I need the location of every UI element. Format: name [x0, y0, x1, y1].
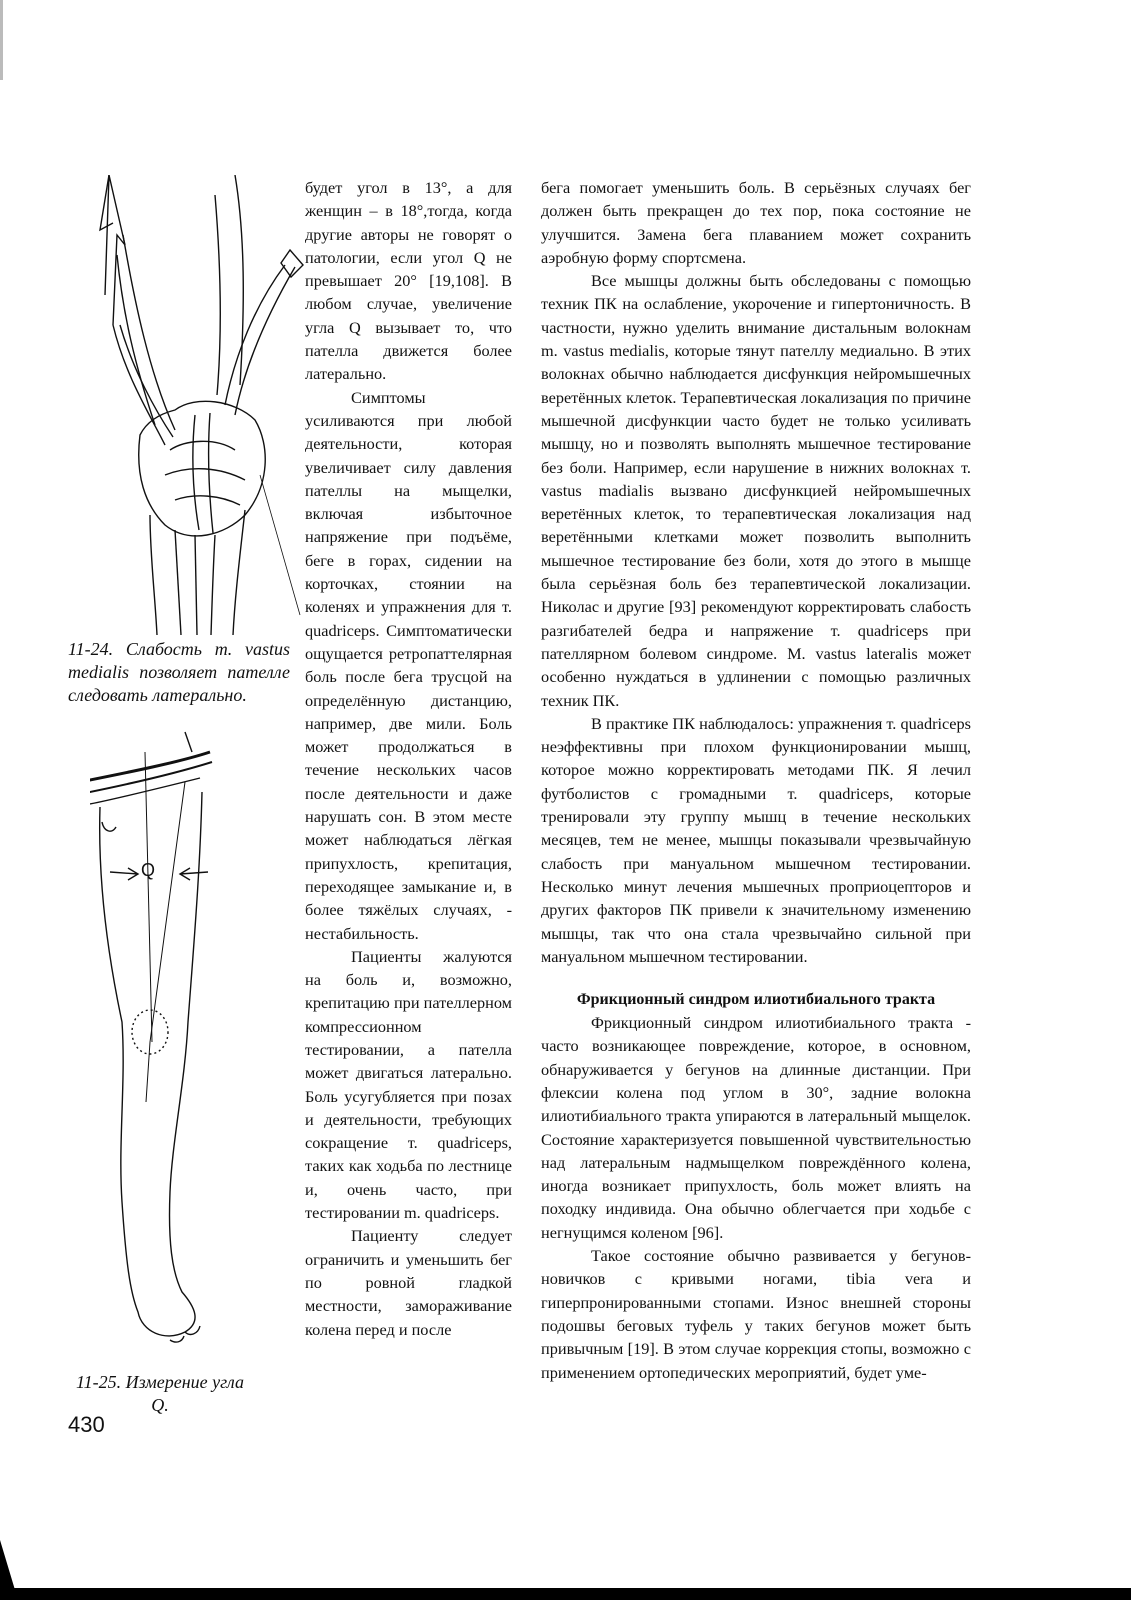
- knee-muscle-illustration: [95, 175, 310, 635]
- page-number: 430: [68, 1412, 105, 1437]
- section-heading: Фрикционный синдром илиотибиального тракта: [576, 991, 936, 1009]
- paragraph: Такое состояние обычно развивается у бегунов-новичков с кривыми ногами, tibia vera и гиперпронированными стопами. Износ внешней стороны подошвы беговых туфель у таких бегунов может быть привычным [19]. В этом случае коррекция стопы, возможно с применением ортопедических мероприятий, будет уме-: [541, 1246, 971, 1382]
- paragraph: Фрикционный синдром илиотибиального тракта - часто возникающее повреждение, которое, в основном, обнаруживается у бегунов на длинные дистанции. При флексии колена под углом в 30°, задние волокна илиотибиального тракта упираются в латеральный мыщелок. Состояние характеризуется повышенной чувствительностью над латеральным надмыщелком повреждённого колена, иногда возникает припухлость, боль может влиять на походку индивида. Она обычно облегчается при ходьбе с негнущимся коленом [96].: [541, 1013, 971, 1242]
- paragraph: будет угол в 13°, а для женщин – в 18°,тогда, когда другие авторы не говорят о патологии, если угол Q не превышает 20° [19,108]. В любом случае, увеличение угла Q вызывает то, что пателла движется более латерально.: [305, 178, 512, 384]
- scan-edge-mark: [0, 0, 3, 80]
- paragraph: Пациенту следует ограничить и уменьшить бег по ровной гладкой местности, замораживание колена перед и после: [305, 1226, 512, 1339]
- paragraph: Пациенты жалуются на боль и, возможно, крепитацию при пателлерном компрессионном тестировании, а пателла может двигаться латерально. Боль усугубляется при позах и деятельности, требующих сокращение т. quadriceps, таких как ходьба по лестнице и, очень часто, при тестировании m. quadriceps.: [305, 946, 512, 1223]
- middle-text-column: [305, 176, 512, 1341]
- figure-11-24-caption: 11-24. Слабость m. vastus medialis позволяет пателле следовать латерально.: [68, 639, 290, 705]
- paragraph: Все мышцы должны быть обследованы с помощью техник ПК на ослабление, укорочение и гипертоничность. В частности, нужно уделить внимание дистальным волокнам m. vastus medialis, которые тянут пателлу медиально. В этих волокнах обычно наблюдается дисфункция нейромышечных веретённых клеток. Терапевтическая локализация по причине мышечной дисфункции часто будет не только усиливать мышцу, но и позволять выполнять мышечное тестирование без боли. Например, если нарушение в нижних волокнах т. vastus madialis вызвано дисфункцией нейромышечных веретённых клеток, то терапевтическая локализация над веретёнными клетками может позволить выполнить мышечное тестирование без боли, хотя до этого в мышце была серьёзная боль без терапевтической локализации. Николас и другие [93] рекомендуют корректировать слабость разгибателей бедра и напряжение т. quadriceps при пателлярном болевом синдроме. М. vastus lateralis может особенно нуждаться в удлинении с помощью различных техник ПК.: [541, 271, 971, 710]
- scan-bottom-edge: [0, 1588, 1131, 1600]
- q-angle-leg-illustration: [90, 722, 220, 1362]
- figure-11-25-caption: 11-25. Измерение угла Q.: [76, 1372, 244, 1415]
- paragraph: Симптомы усиливаются при любой деятельности, которая увеличивает силу давления пателлы на мыщелки, включая избыточное напряжение при подъёме, беге в горах, сидении на корточках, стоянии на коленях и упражнения для т. quadriceps. Симптоматически ощущается ретропаттелярная боль после бега трусцой на определённую дистанцию, например, две мили. Боль может продолжаться в течение нескольких часов после деятельности и даже нарушать сон. В этом месте может наблюдаться лёгкая припухлость, крепитация, переходящее замыкание и, в более тяжёлых случаях, - нестабильность.: [305, 387, 512, 943]
- right-text-column: [541, 176, 971, 1384]
- scan-corner-shadow: [0, 1540, 18, 1600]
- paragraph: бега помогает уменьшить боль. В серьёзных случаях бег должен быть прекращен до тех пор, пока состояние не улучшится. Замена бега плаванием может сохранить аэробную форму спортсмена.: [541, 178, 971, 267]
- paragraph: В практике ПК наблюдалось: упражнения т. quadriceps неэффективны при плохом функционировании мышц, которое можно корректировать методами ПК. Я лечил футболистов с громадными т. quadriceps, которые тренировали эту группу мышц в течение нескольких месяцев, тем не менее, мышцы показывали чрезвычайную слабость при мануальном мышечном тестировании. Несколько минут лечения мышечных проприоцепторов и других факторов ПК привели к значительному изменению мышцы, так что она стала чрезвычайно сильной при мануальном мышечном тестировании.: [541, 713, 971, 966]
- q-angle-label: Q: [141, 860, 156, 880]
